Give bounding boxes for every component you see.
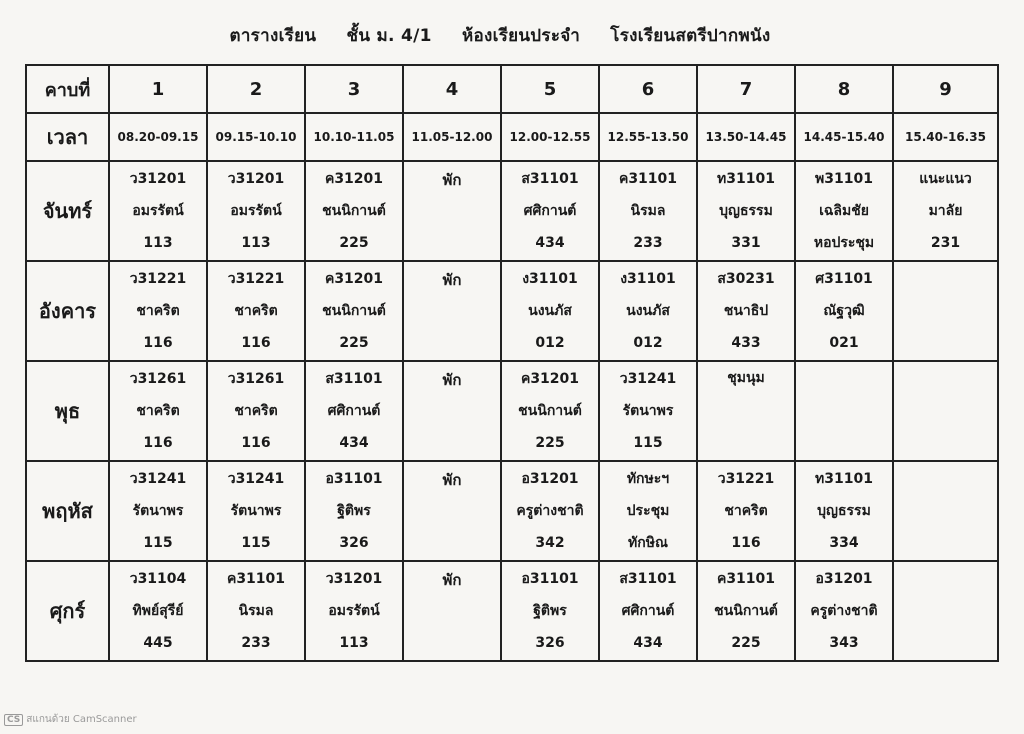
day-row	[26, 461, 998, 561]
teacher-name: นงนภัส	[626, 303, 670, 319]
schedule-cell	[207, 361, 305, 461]
schedule-cell	[207, 261, 305, 361]
school-name: โรงเรียนสตรีปากพนัง	[610, 26, 771, 46]
day-label: อังคาร	[26, 261, 109, 361]
subject-code: ว31221	[227, 271, 285, 287]
schedule-cell	[599, 361, 697, 461]
day-label: จันทร์	[26, 161, 109, 261]
subject-code: ว31241	[227, 471, 285, 487]
teacher-name: ชนนิกานต์	[322, 203, 386, 219]
schedule-cell	[501, 161, 599, 261]
subject-code: ว31261	[129, 371, 187, 387]
day-row	[26, 361, 998, 461]
room-number: 326	[535, 635, 565, 651]
teacher-name: อมรรัตน์	[328, 603, 380, 619]
day-label: ศุกร์	[26, 561, 109, 661]
period-header-2: 2	[207, 65, 305, 113]
schedule-cell	[795, 261, 893, 361]
subject-code: ค31201	[324, 171, 384, 187]
teacher-name: นิรมล	[630, 203, 666, 219]
room-number: 445	[143, 635, 173, 651]
subject-code: ว31201	[325, 571, 383, 587]
teacher-name: ฐิติพร	[533, 603, 567, 619]
schedule-cell	[109, 561, 207, 661]
teacher-name: ณัฐวุฒิ	[823, 303, 865, 319]
period-time-8: 14.45-15.40	[795, 113, 893, 161]
subject-code: ศ31101	[815, 271, 873, 287]
teacher-name: นิรมล	[238, 603, 274, 619]
period-header-6: 6	[599, 65, 697, 113]
subject-code: ว31221	[129, 271, 187, 287]
schedule-cell	[305, 461, 403, 561]
schedule-cell	[697, 161, 795, 261]
schedule-cell	[893, 361, 998, 461]
schedule-cell	[795, 361, 893, 461]
subject-code: ว31241	[619, 371, 677, 387]
period-label: คาบที่	[26, 65, 109, 113]
teacher-name: นงนภัส	[528, 303, 572, 319]
room-number: 225	[339, 235, 369, 251]
period-time-6: 12.55-13.50	[599, 113, 697, 161]
schedule-cell	[207, 561, 305, 661]
period-time-7: 13.50-14.45	[697, 113, 795, 161]
room-number: 231	[930, 235, 961, 251]
subject-code: ว31261	[227, 371, 285, 387]
schedule-cell	[109, 261, 207, 361]
title-text: ตารางเรียน	[229, 26, 317, 46]
period-header-5: 5	[501, 65, 599, 113]
schedule-cell	[697, 561, 795, 661]
subject-code: ว31201	[129, 171, 187, 187]
room-number: 012	[535, 335, 565, 351]
period-time-9: 15.40-16.35	[893, 113, 998, 161]
schedule-cell	[305, 361, 403, 461]
watermark-text: สแกนด้วย CamScanner	[26, 714, 137, 725]
subject-code: อ31201	[815, 571, 873, 587]
camscanner-icon: CS	[4, 714, 23, 726]
teacher-name: ชนนิกานต์	[518, 403, 582, 419]
room-number: 113	[241, 235, 271, 251]
period-time-3: 10.10-11.05	[305, 113, 403, 161]
subject-code: อ31201	[521, 471, 579, 487]
subject-code: ส31101	[325, 371, 383, 387]
teacher-name: ชาคริต	[136, 303, 180, 319]
room-number: 113	[143, 235, 173, 251]
room-number: 115	[633, 435, 663, 451]
period-header-8: 8	[795, 65, 893, 113]
teacher-name: อมรรัตน์	[230, 203, 282, 219]
period-time-2: 09.15-10.10	[207, 113, 305, 161]
schedule-cell	[697, 261, 795, 361]
room-number: 116	[241, 335, 271, 351]
class-level: ชั้น ม. 4/1	[346, 26, 432, 46]
timetable	[25, 64, 999, 662]
schedule-cell	[599, 261, 697, 361]
period-time-5: 12.00-12.55	[501, 113, 599, 161]
schedule-cell	[305, 161, 403, 261]
teacher-name: ชาคริต	[136, 403, 180, 419]
schedule-cell	[599, 561, 697, 661]
subject-code: ค31201	[520, 371, 580, 387]
schedule-cell	[109, 361, 207, 461]
teacher-name: ชาคริต	[234, 403, 278, 419]
schedule-cell	[795, 161, 893, 261]
period-header-7: 7	[697, 65, 795, 113]
schedule-cell	[599, 161, 697, 261]
schedule-cell	[501, 261, 599, 361]
period-header-9: 9	[893, 65, 998, 113]
subject-code: ว31221	[717, 471, 775, 487]
room-number: 433	[731, 335, 761, 351]
room-number: 116	[143, 335, 173, 351]
subject-code: ส31101	[521, 171, 579, 187]
period-header-1: 1	[109, 65, 207, 113]
day-row	[26, 161, 998, 261]
day-label: พฤหัส	[26, 461, 109, 561]
room-number: 233	[633, 235, 663, 251]
room-number: 113	[339, 635, 369, 651]
subject-code: ท31101	[815, 471, 873, 487]
break-cell: พัก	[403, 261, 501, 361]
schedule-cell	[207, 161, 305, 261]
time-row	[26, 113, 998, 161]
schedule-cell	[599, 461, 697, 561]
subject-code: พ31101	[815, 171, 873, 187]
subject-code: ค31101	[716, 571, 776, 587]
teacher-name: ชนนิกานต์	[714, 603, 778, 619]
subject-code: ค31101	[618, 171, 678, 187]
day-label: พุธ	[26, 361, 109, 461]
subject-code: แนะแนว	[919, 171, 972, 187]
subject-code: ค31101	[226, 571, 286, 587]
subject-code: ค31201	[324, 271, 384, 287]
teacher-name: อมรรัตน์	[132, 203, 184, 219]
teacher-name: ชาคริต	[724, 503, 768, 519]
teacher-name: ศศิกานต์	[327, 403, 381, 419]
subject-code: ชุมนุม	[727, 370, 765, 386]
schedule-cell	[893, 161, 998, 261]
subject-code: ส31101	[619, 571, 677, 587]
room-number: 331	[731, 235, 761, 251]
room-number: 326	[339, 535, 369, 551]
teacher-name: รัตนาพร	[132, 503, 184, 519]
room-number: 115	[241, 535, 271, 551]
room-number: 116	[731, 535, 761, 551]
room-number: 434	[633, 635, 663, 651]
schedule-cell	[305, 561, 403, 661]
room-number: 116	[241, 435, 271, 451]
subject-code: อ31101	[521, 571, 579, 587]
break-cell: พัก	[403, 361, 501, 461]
subject-code: ว31241	[129, 471, 187, 487]
teacher-name: รัตนาพร	[622, 403, 674, 419]
period-header-4: 4	[403, 65, 501, 113]
room-number: 225	[535, 435, 565, 451]
subject-code: ส30231	[717, 271, 775, 287]
teacher-name: ศศิกานต์	[621, 603, 675, 619]
room-number: หอประชุม	[813, 235, 875, 251]
room-number: 334	[829, 535, 859, 551]
subject-code: ท31101	[717, 171, 775, 187]
schedule-cell	[697, 461, 795, 561]
period-header-row	[26, 65, 998, 113]
schedule-cell	[109, 461, 207, 561]
page-title	[0, 22, 1000, 49]
teacher-name: ชนนิกานต์	[322, 303, 386, 319]
teacher-name: ชนาธิป	[723, 303, 769, 319]
teacher-name: มาลัย	[928, 203, 963, 219]
schedule-cell	[207, 461, 305, 561]
teacher-name: ทิพย์สุรีย์	[132, 603, 184, 619]
subject-code: อ31101	[325, 471, 383, 487]
period-header-3: 3	[305, 65, 403, 113]
day-row	[26, 561, 998, 661]
room-number: 343	[829, 635, 859, 651]
subject-code: ว31201	[227, 171, 285, 187]
teacher-name: รัตนาพร	[230, 503, 282, 519]
schedule-cell	[697, 361, 795, 461]
schedule-cell	[501, 461, 599, 561]
teacher-name: ครูต่างชาติ	[810, 603, 878, 619]
day-row	[26, 261, 998, 361]
room-number: 116	[143, 435, 173, 451]
break-cell: พัก	[403, 461, 501, 561]
room-number: 342	[535, 535, 565, 551]
subject-code: ว31104	[129, 571, 187, 587]
subject-code: ทักษะฯ	[626, 471, 670, 487]
schedule-cell	[893, 461, 998, 561]
room-number: 225	[731, 635, 761, 651]
subject-code: ง31101	[620, 271, 676, 287]
room-number: 012	[633, 335, 663, 351]
subject-code: ง31101	[522, 271, 578, 287]
schedule-cell	[795, 561, 893, 661]
schedule-cell	[305, 261, 403, 361]
room-number: 233	[241, 635, 271, 651]
teacher-name: ศศิกานต์	[523, 203, 577, 219]
break-cell: พัก	[403, 561, 501, 661]
room-number: 021	[829, 335, 859, 351]
schedule-cell	[109, 161, 207, 261]
teacher-name: ชาคริต	[234, 303, 278, 319]
room-number: 225	[339, 335, 369, 351]
teacher-name: ครูต่างชาติ	[516, 503, 584, 519]
schedule-cell	[893, 561, 998, 661]
room-number: ทักษิณ	[628, 535, 668, 551]
break-cell: พัก	[403, 161, 501, 261]
room-number: 115	[143, 535, 173, 551]
homeroom-label: ห้องเรียนประจำ	[461, 26, 581, 46]
schedule-cell	[501, 361, 599, 461]
teacher-name: เฉลิมชัย	[819, 203, 869, 219]
teacher-name: บุญธรรม	[817, 503, 871, 519]
scanner-watermark	[4, 712, 137, 727]
schedule-cell	[893, 261, 998, 361]
teacher-name: ฐิติพร	[337, 503, 371, 519]
time-label: เวลา	[26, 113, 109, 161]
room-number: 434	[535, 235, 565, 251]
teacher-name: ประชุม	[626, 503, 670, 519]
schedule-cell	[795, 461, 893, 561]
teacher-name: บุญธรรม	[719, 203, 773, 219]
period-time-4: 11.05-12.00	[403, 113, 501, 161]
schedule-cell	[501, 561, 599, 661]
period-time-1: 08.20-09.15	[109, 113, 207, 161]
room-number: 434	[339, 435, 369, 451]
